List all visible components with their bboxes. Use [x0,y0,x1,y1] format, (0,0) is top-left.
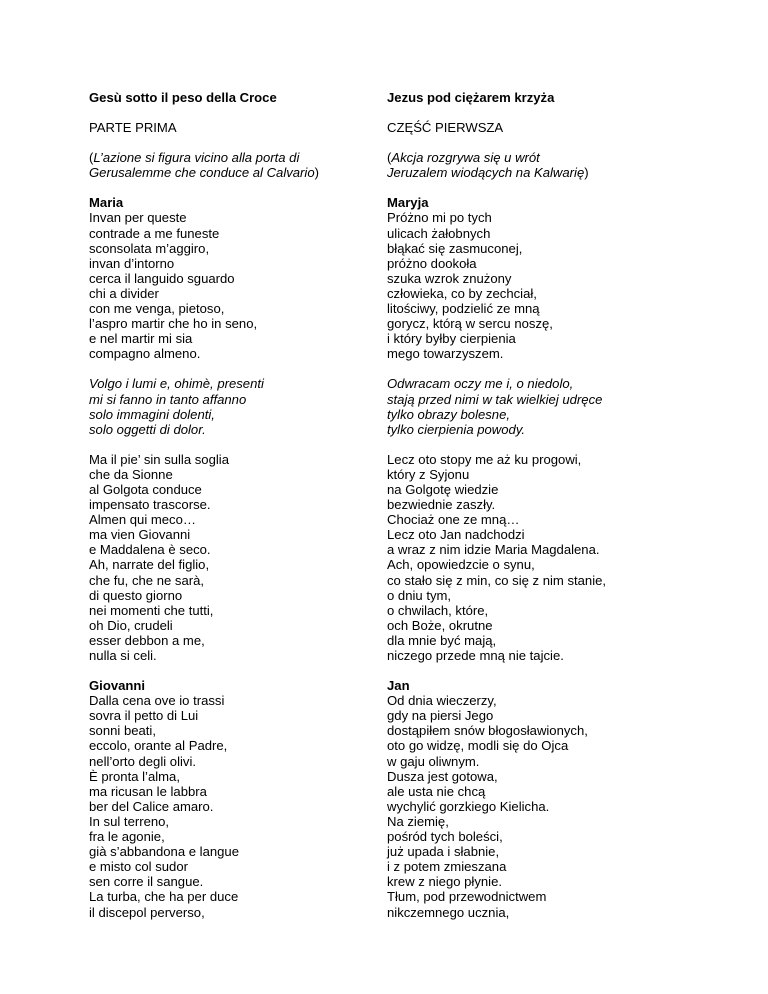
verse-line: mego towarzyszem. [387,346,504,362]
stage-direction-text: Jeruzalem wiodących na Kalwarię [387,165,585,181]
verse-line: ma ricusan le labbra [89,783,207,799]
verse-line: Na ziemię, [387,813,449,829]
stanza-gap [89,135,379,150]
verse-line: Ma il pie’ sin sulla soglia [89,451,229,467]
verse-line: próżno dookoła [387,255,477,271]
verse-line: już upada i słabnie, [387,844,500,860]
stage-direction [387,150,677,180]
verse-line: który z Syjonu [387,466,470,482]
stanza-gap [387,105,677,120]
maria-stanza [387,195,677,361]
stanza-gap [89,437,379,452]
verse-line: Invan per queste [89,210,187,226]
verse-line: con me venga, pietoso, [89,301,225,317]
verse-line: tylko obrazy bolesne, [387,406,511,422]
part-heading: PARTE PRIMA [89,120,177,136]
verse-line: l’aspro martir che ho in seno, [89,316,258,332]
verse-line: ale usta nie chcą [387,783,486,799]
giovanni-stanza [387,678,677,920]
verse-line: błąkać się zasmuconej, [387,240,523,256]
verse-line: człowieka, co by zechciał, [387,285,537,301]
verse-line: oh Dio, crudeli [89,617,173,633]
stanza-gap [387,437,677,452]
verse-line: ma vien Giovanni [89,527,191,543]
stage-direction-text: L’azione si figura vicino alla porta di [93,150,300,166]
verse-line: al Golgota conduce [89,481,202,497]
verse-line: contrade a me funeste [89,225,220,241]
verse-line: ber del Calice amaro. [89,798,214,814]
verse-line: sconsolata m’aggiro, [89,240,210,256]
verse-line: cerca il languido sguardo [89,270,235,286]
aria-stanza [387,376,677,436]
verse-line: i który byłby cierpienia [387,331,516,347]
maria-stanza [89,195,379,361]
paren-close: ) [314,165,319,181]
verse-line: szuka wzrok znużony [387,270,512,286]
verse-line: a wraz z nim idzie Maria Magdalena. [387,542,600,558]
section-title: Gesù sotto il peso della Croce [89,90,277,105]
verse-line: il discepol perverso, [89,904,205,920]
verse-line: Od dnia wieczerzy, [387,693,497,709]
paren-open: ( [89,150,94,166]
stanza-gap [387,135,677,150]
verse-line: pośród tych boleści, [387,829,503,845]
verse-line: Dusza jest gotowa, [387,768,498,784]
verse-line: impensato trascorse. [89,497,211,513]
verse-line: e nel martir mi sia [89,331,193,347]
stanza-gap [387,361,677,376]
verse-line: sovra il petto di Lui [89,708,199,724]
verse-line: gdy na piersi Jego [387,708,494,724]
verse-line: Almen qui meco… [89,512,196,528]
stage-direction-text: Gerusalemme che conduce al Calvario [89,165,315,181]
aria-stanza [89,376,379,436]
verse-line: Tłum, pod przewodnictwem [387,889,547,905]
italian-column [89,90,379,920]
stanza-gap [89,105,379,120]
verse-line: dla mnie być mają, [387,632,497,648]
verse-line: invan d’intorno [89,255,175,271]
verse-line: w gaju oliwnym. [387,753,480,769]
verse-line: compagno almeno. [89,346,201,362]
stage-direction-line [89,165,379,180]
verse-line: niczego przede mną nie tajcie. [387,648,564,663]
verse-line: nulla si celi. [89,648,157,663]
stage-direction-line [89,150,379,165]
verse-line: krew z niego płynie. [387,874,502,890]
verse-line: Dalla cena ove io trassi [89,693,225,709]
stage-direction-line [387,165,677,180]
stage-direction-text: Akcja rozgrywa się u wrót [391,150,540,166]
stage-direction [89,150,379,180]
stanza-gap [387,180,677,195]
verse-line: stają przed nimi w tak wielkiej udręce [387,391,603,407]
verse-line: tylko cierpienia powody. [387,421,526,437]
stanza-gap [89,180,379,195]
verse-line: Ah, narrate del figlio, [89,557,210,573]
verse-line: litościwy, podzielić ze mną [387,301,540,317]
verse-line: Próżno mi po tych [387,210,492,226]
verse-line: gorycz, którą w sercu noszę, [387,316,553,332]
verse-line: mi si fanno in tanto affanno [89,391,247,407]
verse-line: o dniu tym, [387,587,452,603]
verse-line: na Golgotę wiedzie [387,481,499,497]
verse-line: Ach, opowiedzcie o synu, [387,557,535,573]
verse-line: In sul terreno, [89,813,170,829]
verse-line: esser debbon a me, [89,632,205,648]
speaker-name: Maryja [387,195,429,211]
verse-line: o chwilach, które, [387,602,489,618]
verse-line: nikczemnego ucznia, [387,904,510,920]
verse-line: di questo giorno [89,587,183,603]
verse-line: La turba, che ha per duce [89,889,239,905]
verse-line: eccolo, orante al Padre, [89,738,228,754]
verse-line: fra le agonie, [89,829,165,845]
verse-line: sonni beati, [89,723,156,739]
verse-line: bezwiednie zaszły. [387,497,496,513]
verse-line: ulicach żałobnych [387,225,491,241]
speaker-name: Jan [387,678,410,694]
verse-line: Odwracam oczy me i, o niedolo, [387,376,574,392]
stanza-gap [89,663,379,678]
verse-line: nei momenti che tutti, [89,602,214,618]
speaker-name: Maria [89,195,124,211]
verse-line: nell’orto degli olivi. [89,753,196,769]
stanza-gap [387,663,677,678]
verse-line: È pronta l’alma, [89,768,180,784]
verse-line: dostąpiłem snów błogosławionych, [387,723,588,739]
verse-line: che da Sionne [89,466,173,482]
verse-line: e Maddalena è seco. [89,542,211,558]
verse-line: solo oggetti di dolor. [89,421,206,437]
verse-line: co stało się z min, co się z nim stanie, [387,572,607,588]
speaker-name: Giovanni [89,678,146,694]
paren-open: ( [387,150,392,166]
verse-line: oto go widzę, modli się do Ojca [387,738,569,754]
verse-line: solo immagini dolenti, [89,406,215,422]
section-title: Jezus pod ciężarem krzyża [387,90,555,105]
verse-line: Chociaż one ze mną… [387,512,520,528]
verse-line: Volgo i lumi e, ohimè, presenti [89,376,264,392]
verse-line: sen corre il sangue. [89,874,204,890]
recitative-stanza [387,452,677,663]
verse-line: e misto col sudor [89,859,188,875]
verse-line: già s’abbandona e langue [89,844,239,860]
polish-column [387,90,677,920]
verse-line: i z potem zmieszana [387,859,507,875]
stage-direction-line [387,150,677,165]
part-heading: CZĘŚĆ PIERWSZA [387,120,504,136]
paren-close: ) [584,165,589,181]
verse-line: chi a divider [89,285,159,301]
verse-line: och Boże, okrutne [387,617,493,633]
stanza-gap [89,361,379,376]
verse-line: Lecz oto Jan nadchodzi [387,527,525,543]
giovanni-stanza [89,678,379,920]
verse-line: Lecz oto stopy me aż ku progowi, [387,451,582,467]
verse-line: che fu, che ne sarà, [89,572,205,588]
recitative-stanza [89,452,379,663]
verse-line: wychylić gorzkiego Kielicha. [387,798,550,814]
